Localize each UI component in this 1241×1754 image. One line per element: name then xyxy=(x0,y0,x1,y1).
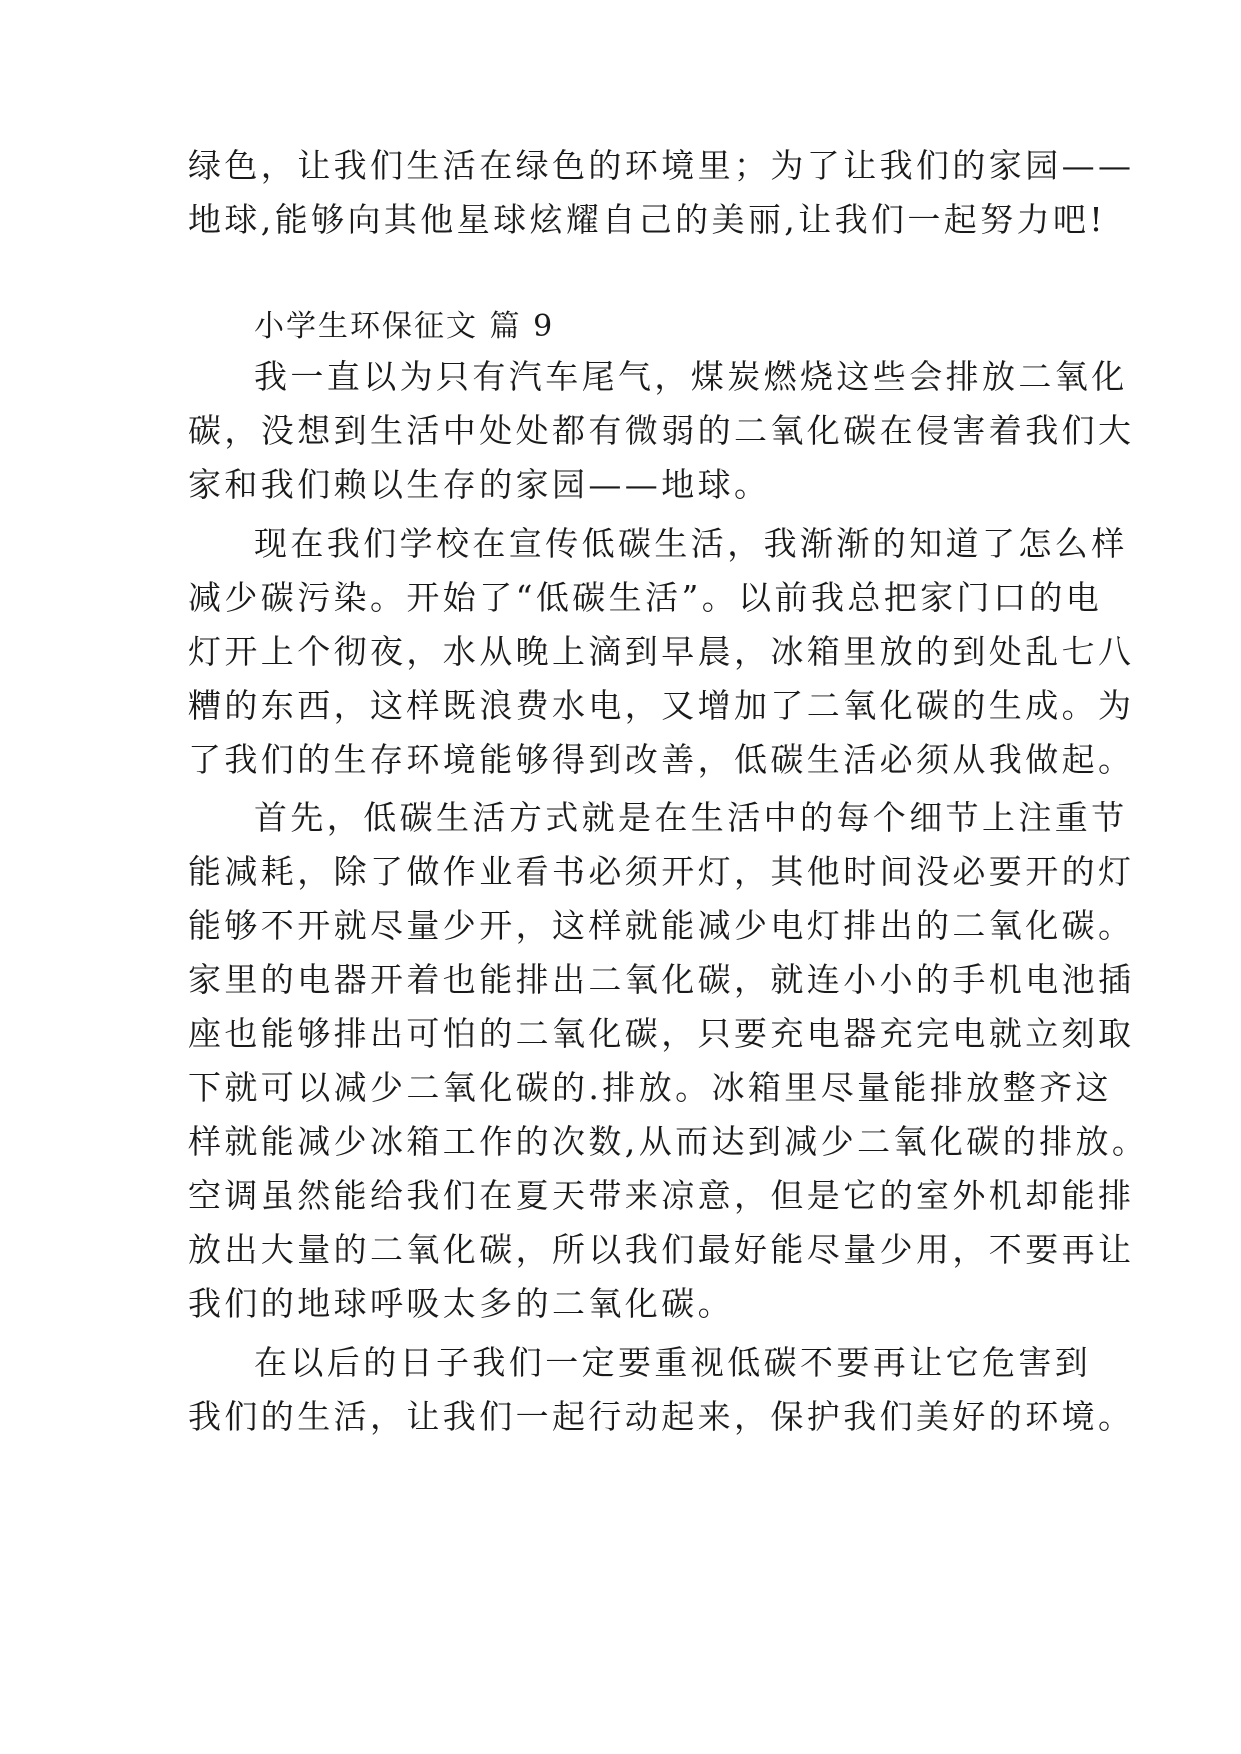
text-line: 我一直以为只有汽车尾气，煤炭燃烧这些会排放二氧化 xyxy=(254,357,1128,396)
text-line: 了我们的生存环境能够得到改善，低碳生活必须从我做起。 xyxy=(188,740,1135,779)
text-line: 地球,能够向其他星球炫耀自己的美丽,让我们一起努力吧! xyxy=(188,200,1107,239)
text-line: 首先，低碳生活方式就是在生活中的每个细节上注重节 xyxy=(254,798,1128,837)
text-line: 我们的地球呼吸太多的二氧化碳。 xyxy=(188,1284,734,1323)
text-line: 家和我们赖以生存的家园——地球。 xyxy=(188,465,771,504)
text-line: 减少碳污染。开始了“低碳生活”。以前我总把家门口的电 xyxy=(188,578,1103,617)
text-line: 在以后的日子我们一定要重视低碳不要再让它危害到 xyxy=(254,1343,1092,1382)
text-line: 绿色，让我们生活在绿色的环境里；为了让我们的家园—— xyxy=(188,146,1135,185)
text-line: 放出大量的二氧化碳，所以我们最好能尽量少用，不要再让 xyxy=(188,1230,1135,1269)
text-line: 糟的东西，这样既浪费水电，又增加了二氧化碳的生成。为 xyxy=(188,686,1135,725)
text-line: 碳，没想到生活中处处都有微弱的二氧化碳在侵害着我们大 xyxy=(188,411,1135,450)
text-line: 灯开上个彻夜，水从晚上滴到早晨，冰箱里放的到处乱七八 xyxy=(188,632,1135,671)
text-line: 样就能减少冰箱工作的次数,从而达到减少二氧化碳的排放。 xyxy=(188,1122,1149,1161)
text-line: 家里的电器开着也能排出二氧化碳，就连小小的手机电池插 xyxy=(188,960,1135,999)
text-line: 现在我们学校在宣传低碳生活，我渐渐的知道了怎么样 xyxy=(254,524,1128,563)
text-line: 空调虽然能给我们在夏天带来凉意，但是它的室外机却能排 xyxy=(188,1176,1135,1215)
text-line: 能够不开就尽量少开，这样就能减少电灯排出的二氧化碳。 xyxy=(188,906,1135,945)
section-title: 小学生环保征文 篇 9 xyxy=(254,309,555,344)
text-line: 下就可以减少二氧化碳的.排放。冰箱里尽量能排放整齐这 xyxy=(188,1068,1112,1107)
text-line: 我们的生活，让我们一起行动起来，保护我们美好的环境。 xyxy=(188,1397,1135,1436)
text-line: 座也能够排出可怕的二氧化碳，只要充电器充完电就立刻取 xyxy=(188,1014,1135,1053)
text-line: 能减耗，除了做作业看书必须开灯，其他时间没必要开的灯 xyxy=(188,852,1135,891)
